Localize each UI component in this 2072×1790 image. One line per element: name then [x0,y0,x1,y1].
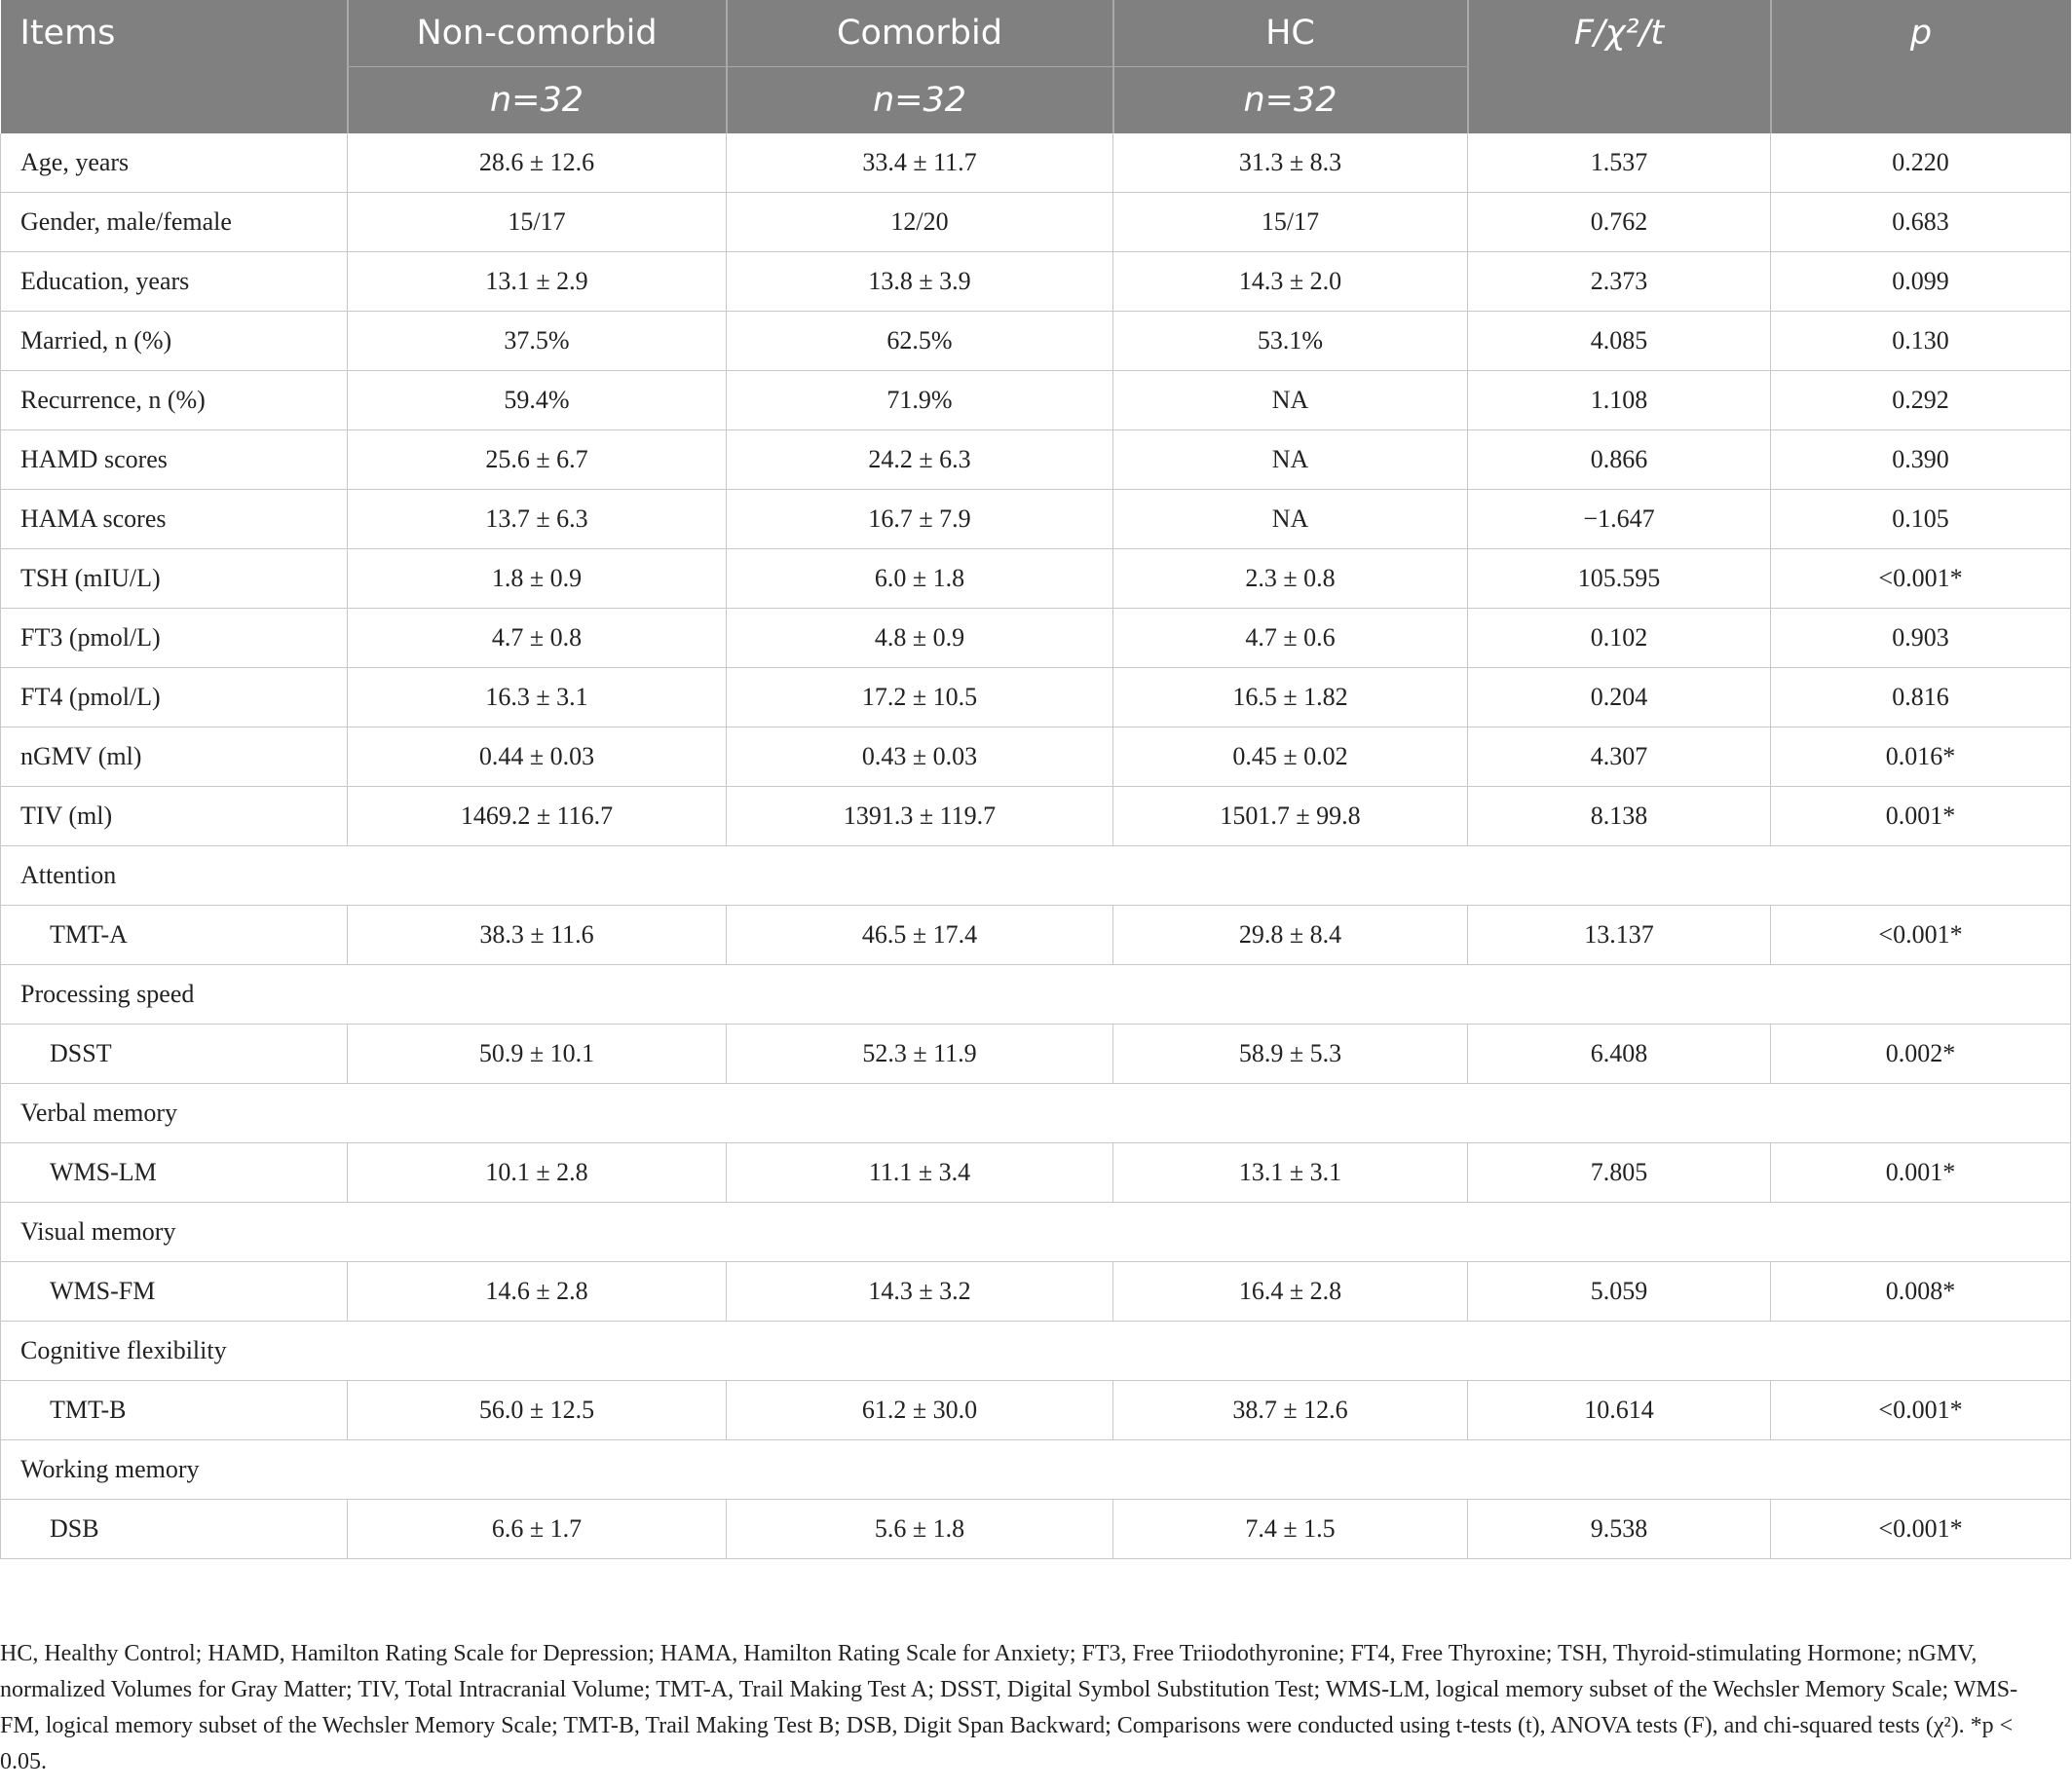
cell-hc: 31.3 ± 8.3 [1113,133,1468,193]
row-label: Recurrence, n (%) [1,371,348,430]
header-items: Items [1,0,348,133]
section-row [1,846,2071,906]
cell-p: 0.001* [1771,1143,2071,1203]
row-label: DSST [1,1025,348,1084]
cell-stat: 1.537 [1468,133,1771,193]
table-row [1,490,2071,549]
cell-p: <0.001* [1771,906,2071,965]
cell-noncomorbid: 59.4% [348,371,727,430]
table-row [1,668,2071,727]
cell-noncomorbid: 1.8 ± 0.9 [348,549,727,609]
table-body [1,133,2071,1559]
cell-hc: 14.3 ± 2.0 [1113,252,1468,312]
cell-stat: 8.138 [1468,787,1771,846]
cell-stat: 9.538 [1468,1500,1771,1559]
cell-stat: 2.373 [1468,252,1771,312]
cell-noncomorbid: 1469.2 ± 116.7 [348,787,727,846]
header-n-hc [1113,67,1468,134]
section-row [1,965,2071,1025]
header-n-noncomorbid [348,67,727,134]
section-label: Cognitive flexibility [1,1322,2071,1381]
cell-hc: 7.4 ± 1.5 [1113,1500,1468,1559]
header-group-hc: HC [1113,0,1468,67]
section-row [1,1203,2071,1262]
cell-p: 0.683 [1771,193,2071,252]
cell-stat: −1.647 [1468,490,1771,549]
cell-stat: 1.108 [1468,371,1771,430]
row-label: TIV (ml) [1,787,348,846]
cell-p: 0.002* [1771,1025,2071,1084]
header-p-label: p [1909,14,1933,53]
cell-comorbid: 14.3 ± 3.2 [727,1262,1113,1322]
cell-comorbid: 46.5 ± 17.4 [727,906,1113,965]
header-group-noncomorbid: Non-comorbid [348,0,727,67]
cell-hc: 2.3 ± 0.8 [1113,549,1468,609]
cell-hc: 16.4 ± 2.8 [1113,1262,1468,1322]
cell-p: <0.001* [1771,1500,2071,1559]
cell-noncomorbid: 25.6 ± 6.7 [348,430,727,490]
cell-p: <0.001* [1771,549,2071,609]
row-label: TMT-B [1,1381,348,1440]
row-label: Education, years [1,252,348,312]
section-label: Working memory [1,1440,2071,1500]
cell-comorbid: 61.2 ± 30.0 [727,1381,1113,1440]
cell-noncomorbid: 50.9 ± 10.1 [348,1025,727,1084]
row-label: FT4 (pmol/L) [1,668,348,727]
cell-hc: 1501.7 ± 99.8 [1113,787,1468,846]
row-label: TMT-A [1,906,348,965]
cell-comorbid: 62.5% [727,312,1113,371]
cell-comorbid: 11.1 ± 3.4 [727,1143,1113,1203]
cell-noncomorbid: 15/17 [348,193,727,252]
cell-hc: 15/17 [1113,193,1468,252]
row-label: WMS-FM [1,1262,348,1322]
table-row [1,1143,2071,1203]
cell-hc: 53.1% [1113,312,1468,371]
table-row [1,133,2071,193]
cell-comorbid: 71.9% [727,371,1113,430]
table-row [1,787,2071,846]
cell-stat: 4.307 [1468,727,1771,787]
cell-noncomorbid: 13.7 ± 6.3 [348,490,727,549]
header-n-label: n=32 [872,81,967,120]
cell-p: 0.903 [1771,609,2071,668]
table-row [1,1262,2071,1322]
cell-noncomorbid: 10.1 ± 2.8 [348,1143,727,1203]
section-row [1,1084,2071,1143]
cell-p: 0.008* [1771,1262,2071,1322]
cell-noncomorbid: 37.5% [348,312,727,371]
cell-comorbid: 33.4 ± 11.7 [727,133,1113,193]
cell-noncomorbid: 14.6 ± 2.8 [348,1262,727,1322]
cell-comorbid: 13.8 ± 3.9 [727,252,1113,312]
cell-comorbid: 4.8 ± 0.9 [727,609,1113,668]
row-label: HAMA scores [1,490,348,549]
cell-comorbid: 17.2 ± 10.5 [727,668,1113,727]
cell-p: 0.016* [1771,727,2071,787]
cell-stat: 6.408 [1468,1025,1771,1084]
cell-hc: 58.9 ± 5.3 [1113,1025,1468,1084]
cell-hc: NA [1113,490,1468,549]
cell-noncomorbid: 16.3 ± 3.1 [348,668,727,727]
row-label: Married, n (%) [1,312,348,371]
cell-stat: 0.204 [1468,668,1771,727]
cell-comorbid: 16.7 ± 7.9 [727,490,1113,549]
cell-p: 0.130 [1771,312,2071,371]
cell-stat: 7.805 [1468,1143,1771,1203]
row-label: WMS-LM [1,1143,348,1203]
cell-stat: 10.614 [1468,1381,1771,1440]
cell-noncomorbid: 0.44 ± 0.03 [348,727,727,787]
cell-comorbid: 24.2 ± 6.3 [727,430,1113,490]
table-row [1,252,2071,312]
cell-comorbid: 6.0 ± 1.8 [727,549,1113,609]
section-label: Processing speed [1,965,2071,1025]
cell-p: 0.220 [1771,133,2071,193]
header-n-comorbid [727,67,1113,134]
cell-comorbid: 52.3 ± 11.9 [727,1025,1113,1084]
cell-comorbid: 5.6 ± 1.8 [727,1500,1113,1559]
table-row [1,609,2071,668]
header-n-label: n=32 [1243,81,1337,120]
cell-p: 0.105 [1771,490,2071,549]
cell-stat: 105.595 [1468,549,1771,609]
table-row [1,1500,2071,1559]
row-label: DSB [1,1500,348,1559]
section-row [1,1440,2071,1500]
cell-noncomorbid: 13.1 ± 2.9 [348,252,727,312]
section-label: Attention [1,846,2071,906]
cell-noncomorbid: 38.3 ± 11.6 [348,906,727,965]
cell-p: 0.390 [1771,430,2071,490]
header-group-comorbid: Comorbid [727,0,1113,67]
row-label: HAMD scores [1,430,348,490]
header-p [1771,0,2071,133]
row-label: Gender, male/female [1,193,348,252]
cell-noncomorbid: 6.6 ± 1.7 [348,1500,727,1559]
table-row [1,371,2071,430]
cell-hc: 29.8 ± 8.4 [1113,906,1468,965]
cell-stat: 4.085 [1468,312,1771,371]
cell-comorbid: 1391.3 ± 119.7 [727,787,1113,846]
cell-hc: 16.5 ± 1.82 [1113,668,1468,727]
table-row [1,430,2071,490]
cell-p: 0.099 [1771,252,2071,312]
row-label: FT3 (pmol/L) [1,609,348,668]
header-stat-label: F/χ²/t [1573,14,1665,53]
cell-stat: 5.059 [1468,1262,1771,1322]
cell-p: 0.816 [1771,668,2071,727]
cell-stat: 0.102 [1468,609,1771,668]
cell-noncomorbid: 56.0 ± 12.5 [348,1381,727,1440]
table-row [1,1025,2071,1084]
row-label: TSH (mIU/L) [1,549,348,609]
section-label: Verbal memory [1,1084,2071,1143]
table-row [1,193,2071,252]
cell-stat: 0.762 [1468,193,1771,252]
row-label: Age, years [1,133,348,193]
table-row [1,312,2071,371]
row-label: nGMV (ml) [1,727,348,787]
cell-hc: 4.7 ± 0.6 [1113,609,1468,668]
section-label: Visual memory [1,1203,2071,1262]
cell-comorbid: 12/20 [727,193,1113,252]
cell-hc: 38.7 ± 12.6 [1113,1381,1468,1440]
header-n-label: n=32 [489,81,584,120]
table-row [1,1381,2071,1440]
cell-hc: 0.45 ± 0.02 [1113,727,1468,787]
header-stat [1468,0,1771,133]
cell-p: 0.001* [1771,787,2071,846]
section-row [1,1322,2071,1381]
cell-hc: NA [1113,371,1468,430]
cell-p: <0.001* [1771,1381,2071,1440]
cell-comorbid: 0.43 ± 0.03 [727,727,1113,787]
cell-p: 0.292 [1771,371,2071,430]
table-row [1,906,2071,965]
cell-noncomorbid: 28.6 ± 12.6 [348,133,727,193]
cell-noncomorbid: 4.7 ± 0.8 [348,609,727,668]
table-row [1,727,2071,787]
cell-hc: NA [1113,430,1468,490]
cell-hc: 13.1 ± 3.1 [1113,1143,1468,1203]
table-header [1,0,2071,133]
cell-stat: 0.866 [1468,430,1771,490]
table-row [1,549,2071,609]
cell-stat: 13.137 [1468,906,1771,965]
table-footnote: HC, Healthy Control; HAMD, Hamilton Rating Scale for Depression; HAMA, Hamilton Rating Scale for Anxiety; FT3, Free Triiodothyronine; FT4, Free Thyroxine; TSH, Thyroid-stimulating Hormone; nGMV, normalized Volumes for Gray Matter; TIV, Total Intracranial Volume; TMT-A, Trail Making Test A; DSST, Digital Symbol Substitution Test; WMS-LM, logical memory subset of the Wechsler Memory Scale; WMS-FM, logical memory subset of the Wechsler Memory Scale; TMT-B, Trail Making Test B; DSB, Digit Span Backward; Comparisons were conducted using t-tests (t), ANOVA tests (F), and chi-squared tests (χ²). *p < 0.05. [0,1641,2018,1774]
